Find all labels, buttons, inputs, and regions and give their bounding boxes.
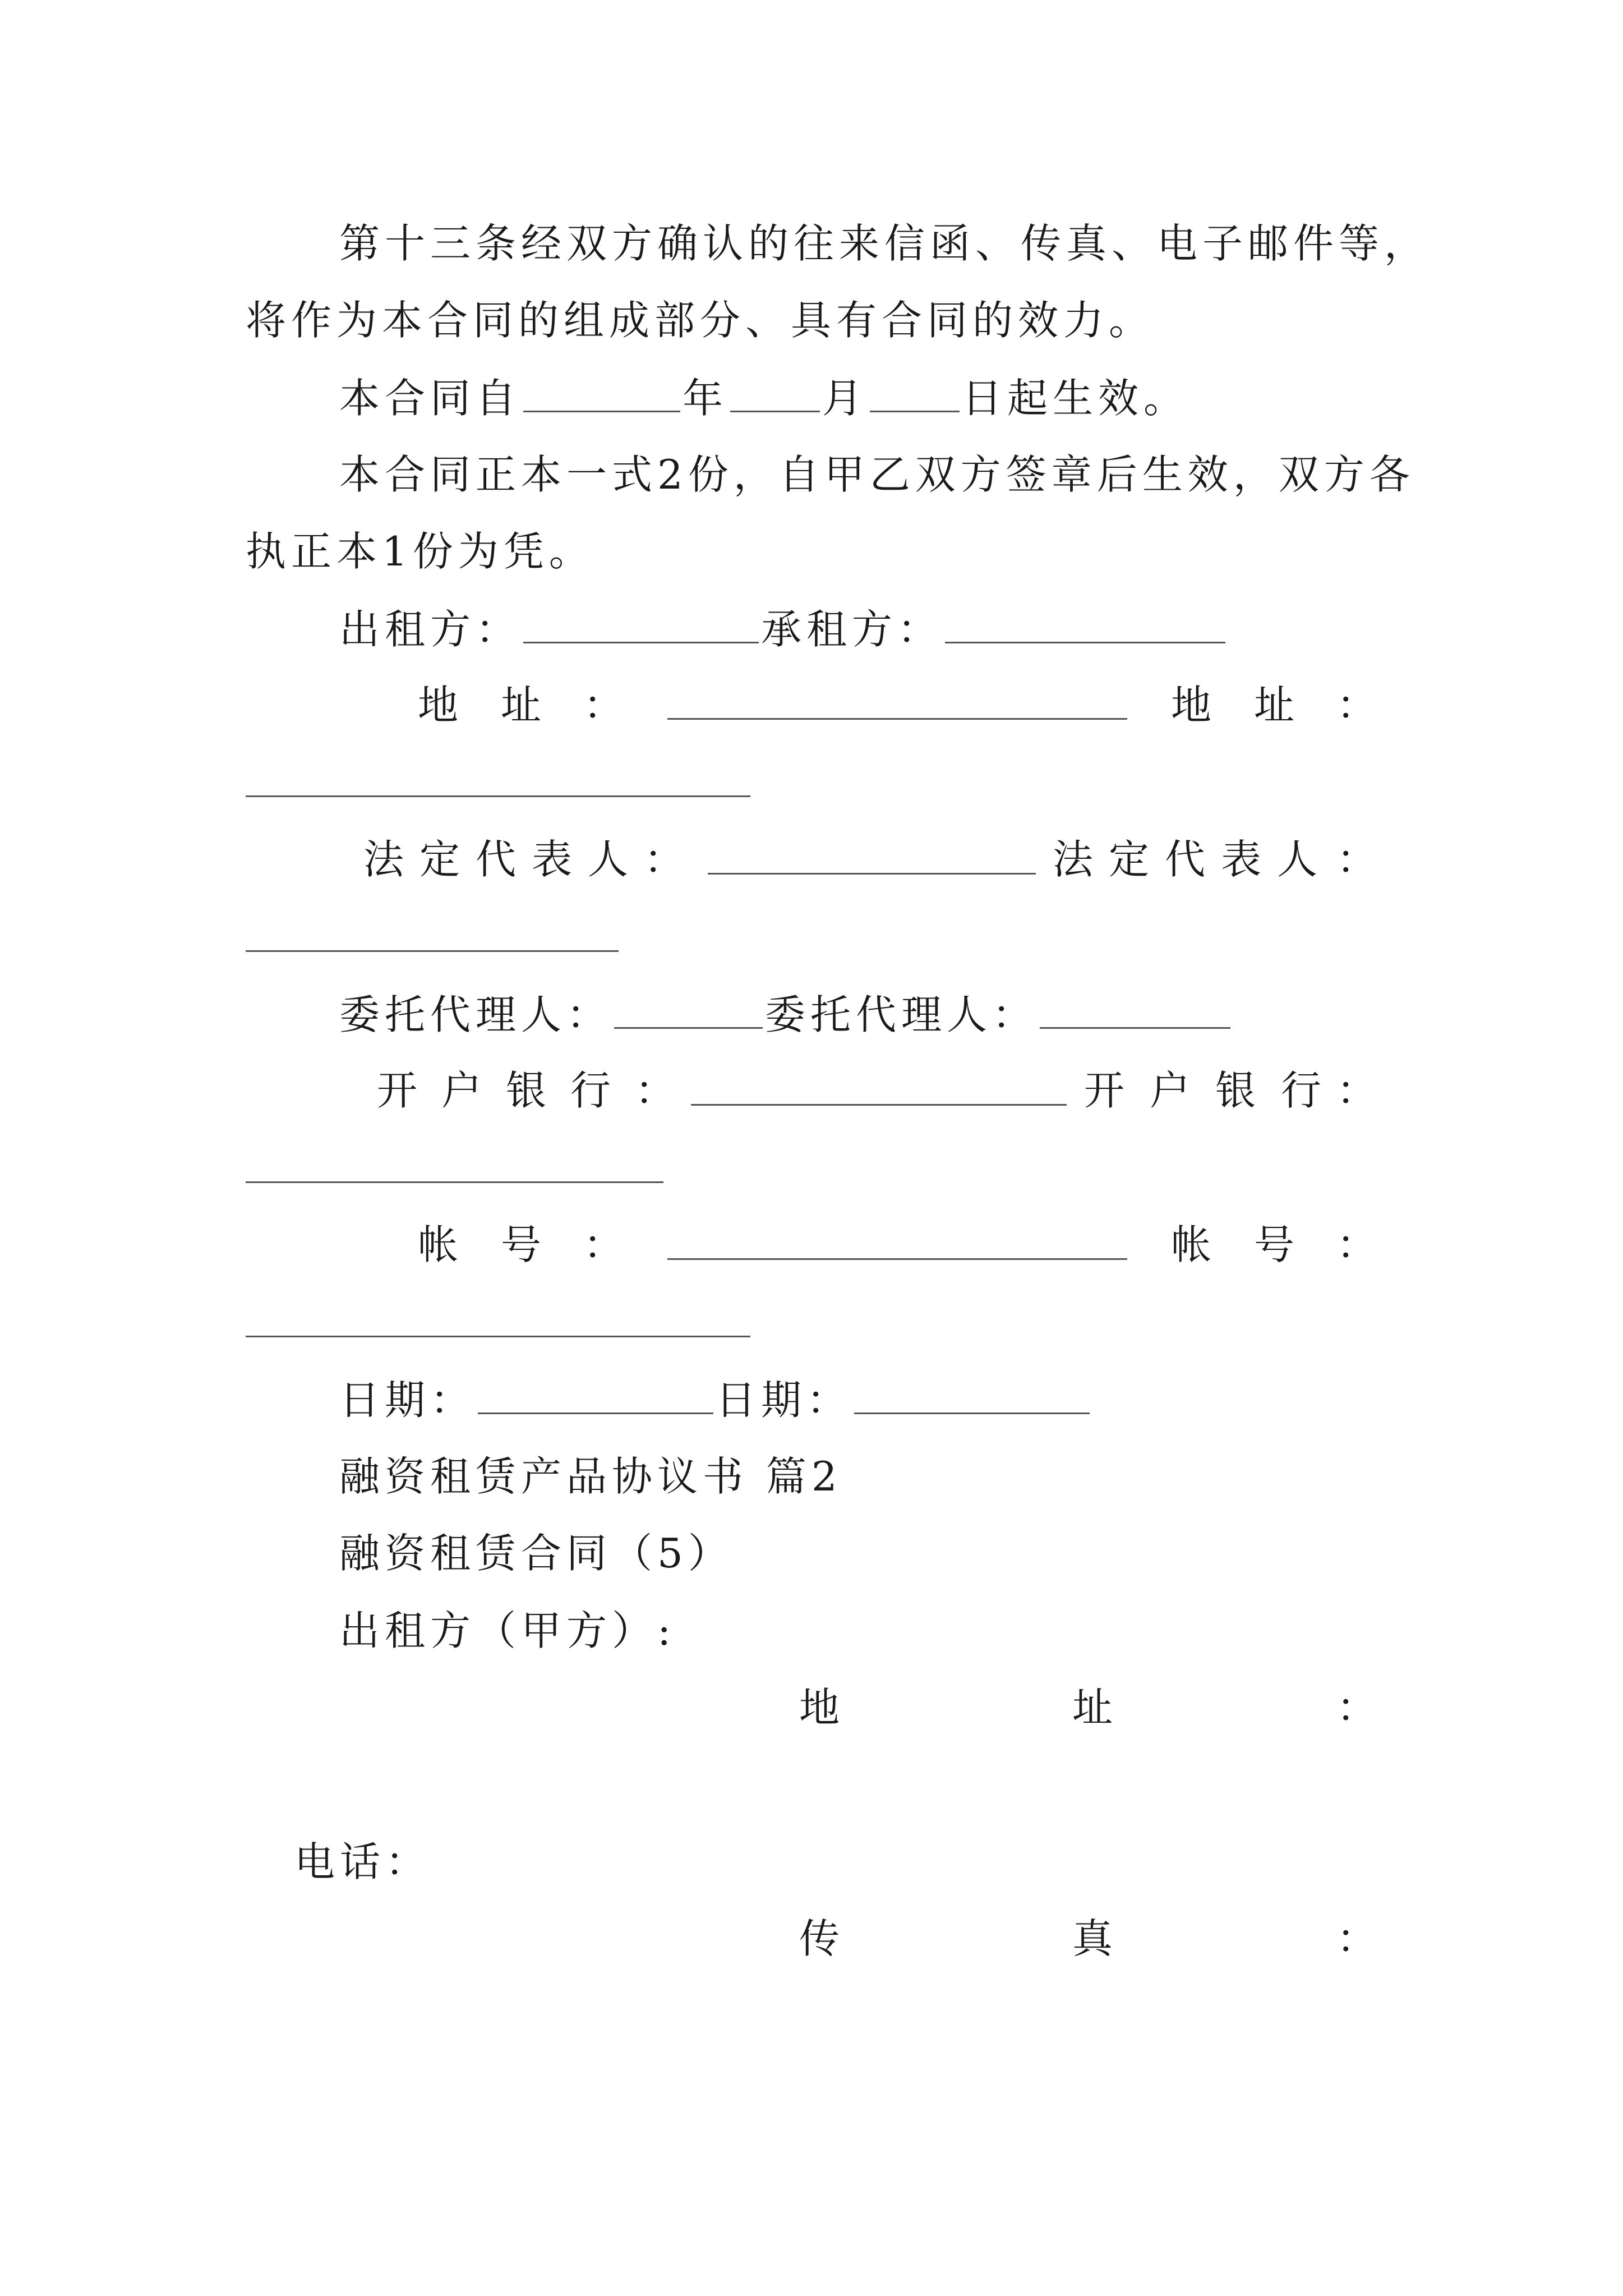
account-char-1: 帐: [418, 1221, 459, 1268]
fax-label-char-3: ：: [1336, 1915, 1377, 1962]
address-label-char-1: 地: [799, 1684, 840, 1731]
legal-rep-char-5: 人: [588, 836, 629, 883]
legal-rep-char-1: 法: [363, 836, 404, 883]
lessee-account-blank[interactable]: [246, 1336, 750, 1337]
party-a-label: 出租方（甲方）:: [339, 1607, 676, 1654]
bank2-char-3: 银: [1215, 1067, 1256, 1114]
lessee-legal-rep-blank[interactable]: [246, 950, 619, 952]
legal-rep-char-2: 定: [419, 836, 460, 883]
month-label: 月: [822, 375, 868, 422]
effective-date-line: [339, 375, 1189, 422]
account-char-3: ：: [583, 1221, 624, 1268]
lessee-date-label: 日期：: [716, 1377, 852, 1424]
address-char-3: ：: [583, 682, 624, 729]
clause-13-line-1: 第十三条经双方确认的往来信函、传真、电子邮件等，: [339, 220, 1430, 267]
address-char-2: 址: [501, 682, 542, 729]
lessee-agent-blank[interactable]: [1040, 993, 1230, 1029]
bank-char-2: 户: [441, 1067, 482, 1114]
account2-char-2: 号: [1254, 1221, 1295, 1268]
address2-char-2: 址: [1254, 682, 1295, 729]
effective-suffix: 日起生效。: [962, 375, 1189, 422]
parties-line: [339, 606, 1228, 653]
lessor-address-blank[interactable]: [667, 718, 1127, 720]
lessee-date-blank[interactable]: [854, 1379, 1090, 1414]
legal-rep2-char-2: 定: [1109, 836, 1150, 883]
address-char-1: 地: [418, 682, 459, 729]
address-label-char-2: 址: [1072, 1684, 1113, 1731]
bank2-char-4: 行: [1281, 1067, 1322, 1114]
legal-rep2-char-6: ：: [1336, 836, 1377, 883]
copies-line-1: 本合同正本一式2份，自甲乙双方签章后生效，双方各: [339, 451, 1415, 498]
bank2-char-1: 开: [1084, 1067, 1125, 1114]
lessor-blank[interactable]: [523, 608, 759, 643]
lessee-agent-label: 委托代理人：: [765, 991, 1038, 1038]
bank-char-5: ：: [635, 1067, 676, 1114]
address-label-char-3: ：: [1336, 1684, 1377, 1731]
fax-label-char-2: 真: [1072, 1915, 1113, 1962]
address2-char-3: ：: [1336, 682, 1377, 729]
legal-rep2-char-5: 人: [1277, 836, 1318, 883]
phone-label: 电话：: [294, 1838, 431, 1885]
lessee-bank-blank[interactable]: [246, 1181, 663, 1183]
lessor-date-blank[interactable]: [478, 1379, 713, 1414]
lessee-blank[interactable]: [945, 608, 1225, 643]
lessor-bank-blank[interactable]: [691, 1104, 1067, 1106]
address2-char-1: 地: [1171, 682, 1212, 729]
account-char-2: 号: [501, 1221, 542, 1268]
section-2-title: 融资租赁产品协议书 篇2: [339, 1453, 842, 1500]
clause-13-line-2: 将作为本合同的组成部分、具有合同的效力。: [246, 297, 1155, 344]
year-label: 年: [683, 375, 728, 422]
legal-rep-char-3: 代: [476, 836, 517, 883]
lessor-agent-label: 委托代理人：: [339, 991, 612, 1038]
bank2-char-5: ：: [1336, 1067, 1377, 1114]
year-blank[interactable]: [523, 377, 680, 412]
legal-rep2-char-4: 表: [1221, 836, 1262, 883]
fax-label-char-1: 传: [799, 1915, 840, 1962]
day-blank[interactable]: [870, 377, 960, 412]
legal-rep2-char-3: 代: [1165, 836, 1206, 883]
lessee-label: 承租方：: [761, 606, 943, 653]
account2-char-1: 帐: [1171, 1221, 1212, 1268]
lessor-date-label: 日期：: [339, 1377, 476, 1424]
lessee-address-blank[interactable]: [246, 795, 750, 797]
bank-char-4: 行: [570, 1067, 611, 1114]
legal-rep-char-6: ：: [644, 836, 685, 883]
date-line: [339, 1377, 1092, 1424]
bank-char-1: 开: [377, 1067, 418, 1114]
lessor-account-blank[interactable]: [667, 1258, 1127, 1260]
lessor-agent-blank[interactable]: [614, 993, 763, 1029]
legal-rep2-char-1: 法: [1053, 836, 1094, 883]
legal-rep-char-4: 表: [532, 836, 573, 883]
agent-line: [339, 991, 1233, 1038]
month-blank[interactable]: [730, 377, 820, 412]
account2-char-3: ：: [1336, 1221, 1377, 1268]
effective-prefix: 本合同自: [339, 375, 522, 422]
bank-char-3: 银: [506, 1067, 547, 1114]
copies-line-2: 执正本1份为凭。: [246, 528, 594, 575]
lessor-label: 出租方：: [339, 606, 522, 653]
bank2-char-2: 户: [1150, 1067, 1191, 1114]
contract-title: 融资租赁合同（5）: [339, 1530, 734, 1577]
lessor-legal-rep-blank[interactable]: [708, 873, 1036, 875]
